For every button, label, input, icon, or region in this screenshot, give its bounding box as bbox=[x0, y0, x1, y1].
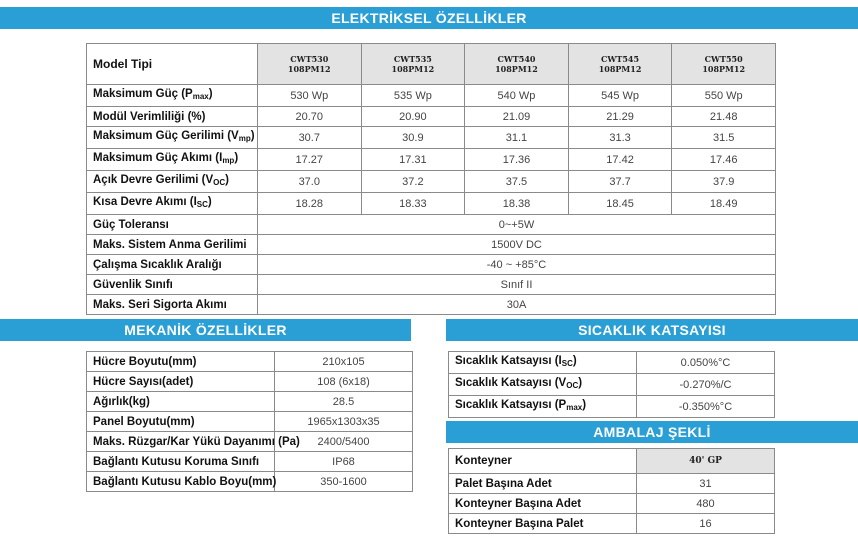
row-label: Güvenlik Sınıfı bbox=[87, 275, 258, 295]
packaging-banner bbox=[446, 421, 858, 443]
packaging-row bbox=[449, 494, 775, 514]
value-cell: 37.9 bbox=[672, 171, 776, 193]
value-cell: 16 bbox=[637, 514, 775, 534]
value-cell: 210x105 bbox=[275, 352, 413, 372]
value-cell: -40 ~ +85°C bbox=[257, 255, 775, 275]
value-cell: 535 Wp bbox=[361, 85, 465, 107]
electrical-row bbox=[87, 171, 776, 193]
temperature-banner bbox=[446, 319, 858, 341]
value-cell: 108 (6x18) bbox=[275, 372, 413, 392]
value-cell: 18.49 bbox=[672, 193, 776, 215]
value-cell: 31.5 bbox=[672, 127, 776, 149]
row-label: Sıcaklık Katsayısı $(V_{OC})$ bbox=[449, 374, 637, 396]
value-cell: 17.31 bbox=[361, 149, 465, 171]
electrical-span-row bbox=[87, 295, 776, 315]
temperature-row bbox=[449, 396, 775, 418]
value-cell: 21.48 bbox=[672, 107, 776, 127]
value-cell: 20.70 bbox=[257, 107, 361, 127]
row-label: Maksimum Güç $(P_{max})$ bbox=[87, 85, 258, 107]
value-cell: 2400/5400 bbox=[275, 432, 413, 452]
packaging-table bbox=[448, 448, 775, 534]
value-cell: 540 Wp bbox=[465, 85, 569, 107]
mechanical-row bbox=[87, 392, 413, 412]
temperature-table bbox=[448, 351, 775, 418]
value-cell: 0.050%°C bbox=[637, 352, 775, 374]
electrical-title: ELEKTRİKSEL ÖZELLİKLER bbox=[331, 10, 527, 26]
value-cell: 480 bbox=[637, 494, 775, 514]
value-cell: 18.33 bbox=[361, 193, 465, 215]
value-cell: 21.29 bbox=[568, 107, 672, 127]
row-label: Modül Verimliliği (%) bbox=[87, 107, 258, 127]
value-cell: 0~+5W bbox=[257, 215, 775, 235]
model-header-cell: CWT535 108PM12 bbox=[361, 44, 465, 85]
container-label: Konteyner bbox=[449, 449, 637, 474]
model-header-row bbox=[87, 44, 776, 85]
packaging-row bbox=[449, 474, 775, 494]
value-cell: 350-1600 bbox=[275, 472, 413, 492]
electrical-row bbox=[87, 85, 776, 107]
model-header-cell: CWT540 108PM12 bbox=[465, 44, 569, 85]
mechanical-banner bbox=[0, 319, 411, 341]
row-label: Güç Toleransı bbox=[87, 215, 258, 235]
electrical-row bbox=[87, 107, 776, 127]
mechanical-row bbox=[87, 432, 413, 452]
mechanical-title: MEKANİK ÖZELLİKLER bbox=[124, 322, 287, 338]
mechanical-row bbox=[87, 372, 413, 392]
mechanical-row bbox=[87, 472, 413, 492]
row-label: Maks. Sistem Anma Gerilimi bbox=[87, 235, 258, 255]
row-label: Konteyner Başına Palet bbox=[449, 514, 637, 534]
temperature-row bbox=[449, 374, 775, 396]
value-cell: 37.5 bbox=[465, 171, 569, 193]
value-cell: 530 Wp bbox=[257, 85, 361, 107]
value-cell: 37.2 bbox=[361, 171, 465, 193]
electrical-span-row bbox=[87, 275, 776, 295]
row-label: Maksimum Güç Akımı $(I_{mp})$ bbox=[87, 149, 258, 171]
container-type: 40' GP bbox=[637, 449, 775, 474]
value-cell: 30.7 bbox=[257, 127, 361, 149]
value-cell: Sınıf II bbox=[257, 275, 775, 295]
model-type-label: Model Tipi bbox=[87, 44, 258, 85]
electrical-row bbox=[87, 127, 776, 149]
row-label: Maksimum Güç Gerilimi $(V_{mp})$ bbox=[87, 127, 258, 149]
value-cell: 1965x1303x35 bbox=[275, 412, 413, 432]
electrical-span-row bbox=[87, 215, 776, 235]
value-cell: 31.1 bbox=[465, 127, 569, 149]
mechanical-row bbox=[87, 352, 413, 372]
value-cell: 30.9 bbox=[361, 127, 465, 149]
row-label: Ağırlık(kg) bbox=[87, 392, 275, 412]
mechanical-table bbox=[86, 351, 413, 492]
row-label: Palet Başına Adet bbox=[449, 474, 637, 494]
value-cell: 550 Wp bbox=[672, 85, 776, 107]
model-header-cell: CWT530 108PM12 bbox=[257, 44, 361, 85]
value-cell: 21.09 bbox=[465, 107, 569, 127]
mechanical-row bbox=[87, 412, 413, 432]
row-label: Konteyner Başına Adet bbox=[449, 494, 637, 514]
row-label: Sıcaklık Katsayısı $(I_{SC})$ bbox=[449, 352, 637, 374]
electrical-span-row bbox=[87, 255, 776, 275]
packaging-title: AMBALAJ ŞEKLİ bbox=[593, 424, 711, 440]
value-cell: 18.45 bbox=[568, 193, 672, 215]
row-label: Hücre Sayısı(adet) bbox=[87, 372, 275, 392]
electrical-span-row bbox=[87, 235, 776, 255]
row-label: Bağlantı Kutusu Koruma Sınıfı bbox=[87, 452, 275, 472]
value-cell: 17.36 bbox=[465, 149, 569, 171]
value-cell: -0.270%/C bbox=[637, 374, 775, 396]
value-cell: 30A bbox=[257, 295, 775, 315]
electrical-banner bbox=[0, 7, 858, 29]
value-cell: 17.27 bbox=[257, 149, 361, 171]
temperature-row bbox=[449, 352, 775, 374]
value-cell: 28.5 bbox=[275, 392, 413, 412]
model-header-cell: CWT545 108PM12 bbox=[568, 44, 672, 85]
electrical-table bbox=[86, 43, 776, 315]
row-label: Sıcaklık Katsayısı $(P_{max})$ bbox=[449, 396, 637, 418]
row-label: Kısa Devre Akımı $(I_{SC})$ bbox=[87, 193, 258, 215]
row-label: Açık Devre Gerilimi $(V_{OC})$ bbox=[87, 171, 258, 193]
electrical-row bbox=[87, 193, 776, 215]
value-cell: 37.7 bbox=[568, 171, 672, 193]
row-label: Bağlantı Kutusu Kablo Boyu(mm) bbox=[87, 472, 275, 492]
value-cell: 1500V DC bbox=[257, 235, 775, 255]
row-label: Çalışma Sıcaklık Aralığı bbox=[87, 255, 258, 275]
value-cell: 545 Wp bbox=[568, 85, 672, 107]
model-header-cell: CWT550 108PM12 bbox=[672, 44, 776, 85]
value-cell: 31 bbox=[637, 474, 775, 494]
row-label: Maks. Rüzgar/Kar Yükü Dayanımı (Pa) bbox=[87, 432, 275, 452]
electrical-row bbox=[87, 149, 776, 171]
row-label: Maks. Seri Sigorta Akımı bbox=[87, 295, 258, 315]
packaging-row bbox=[449, 514, 775, 534]
value-cell: 18.28 bbox=[257, 193, 361, 215]
value-cell: 20.90 bbox=[361, 107, 465, 127]
row-label: Hücre Boyutu(mm) bbox=[87, 352, 275, 372]
value-cell: IP68 bbox=[275, 452, 413, 472]
temperature-title: SICAKLIK KATSAYISI bbox=[578, 322, 726, 338]
row-label: Panel Boyutu(mm) bbox=[87, 412, 275, 432]
value-cell: -0.350%°C bbox=[637, 396, 775, 418]
value-cell: 31.3 bbox=[568, 127, 672, 149]
value-cell: 37.0 bbox=[257, 171, 361, 193]
mechanical-row bbox=[87, 452, 413, 472]
value-cell: 17.46 bbox=[672, 149, 776, 171]
value-cell: 18.38 bbox=[465, 193, 569, 215]
packaging-header-row bbox=[449, 449, 775, 474]
value-cell: 17.42 bbox=[568, 149, 672, 171]
